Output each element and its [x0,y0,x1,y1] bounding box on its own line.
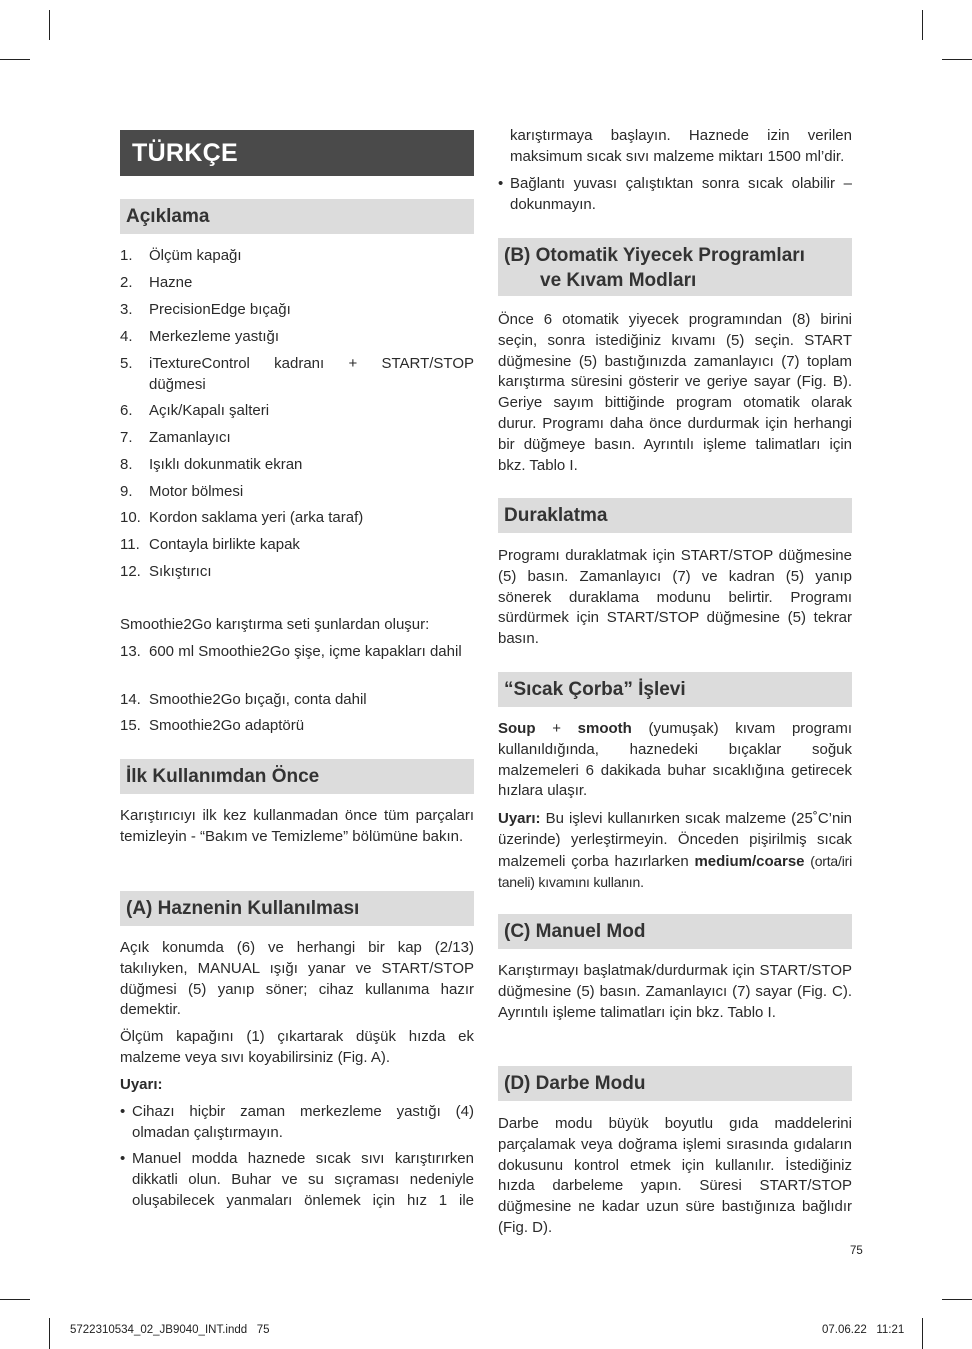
d-text: Darbe modu büyük boyutlu gıda maddelerini parçalamak veya doğrama işlemi sırasında gıdaların dokusunu kontrol etmek için kullanılır. İstediğiniz hızda darbeleme yapın. Süresi START/STOP düğmesine ne kadar uzun süre bastığınıza bağlıdır (Fig. D). [498,1115,852,1236]
section-title-corba: “Sıcak Çorba” İşlevi [498,672,852,707]
list-item-text: iTextureControl kadranı + START/STOP düğmesi [149,355,474,393]
list-item-number: 7. [120,429,133,446]
medium-coarse-term: medium/coarse [694,852,805,870]
list-item [120,562,474,583]
bullet-text: Bağlantı yuvası çalıştıktan sonra sıcak olabilir – dokunmayın. [510,175,852,213]
list-item-number: 15. [120,717,141,734]
list-item-number: 2. [120,274,133,291]
list-item-number: 6. [120,402,133,419]
list-item [120,428,474,449]
crop-mark [922,10,923,40]
list-item-number: 9. [120,483,133,500]
bullet-dot: • [120,1150,126,1167]
list-item [120,642,474,684]
list-item-text: Açık/Kapalı şalteri [149,402,270,419]
list-item-text: Merkezleme yastığı [149,328,280,345]
corba-paragraph-1 [498,719,852,802]
section-title-ilk: İlk Kullanımdan Önce [120,759,474,794]
crop-mark [0,59,30,60]
list-item-number: 4. [120,328,133,345]
crop-mark [922,1318,923,1349]
smooth-term: smooth [577,720,632,737]
bullet-text: Cihazı hiçbir zaman merkezleme yastığı (4) olmadan çalıştırmayın. [132,1103,474,1141]
list-item-number: 1. [120,247,133,264]
footer-file-info: 5722310534_02_JB9040_INT.indd 75 [70,1324,270,1336]
crop-mark [49,10,50,40]
section-title-aciklama: Açıklama [120,199,474,234]
a-bullet-2 [120,1149,474,1212]
list-item [120,455,474,476]
corba-warning-label: Uyarı: [498,810,541,827]
list-item-text: Zamanlayıcı [149,429,231,446]
footer-date: 07.06.22 11:21 [822,1324,905,1336]
section-title-duraklatma: Duraklatma [498,498,852,533]
list-item-text: Kordon saklama yeri (arka taraf) [149,509,364,526]
language-header: TÜRKÇE [120,130,474,176]
list-item-number: 5. [120,355,133,372]
list-item [120,401,474,422]
list-item-text: 600 ml Smoothie2Go şişe, içme kapakları dahil [149,643,462,660]
corba-p1-text: (yumuşak) kıvam programı kullanıldığında, haznedeki bıçaklar soğuk malzemeleri 6 dakikada buhar sıcaklığına getirecek hızlara ulaşır. [498,720,852,800]
soup-term: Soup [498,720,536,737]
list-item [120,716,474,737]
bullet-text: Manuel modda haznede sıcak sıvı karıştırırken dikkatli olun. Buhar ve su sıçraması nedeniyle oluşabilecek yanmaları önlemek için hız 1 ile [132,1150,474,1209]
section-title-b [498,238,852,296]
list-item-text: Smoothie2Go bıçağı, conta dahil [149,691,367,708]
a-paragraph-1: Açık konumda (6) ve herhangi bir kap (2/13) takılıyken, MANUAL ışığı yanar ve START/STOP düğmesi (5) yanıp söner; cihaz kullanıma hazır demektir. [120,939,474,1019]
crop-mark [942,1299,972,1300]
a-bullet-2-continued: karıştırmaya başlayın. Haznede izin verilen maksimum sıcak sıvı malzeme miktarı 1500 ml’dir. [510,127,852,165]
corba-p2-text: Bu işlevi kullanırken sıcak malzeme (25˚C’nin üzerinde) yerleştirmeyin. Önceden pişirilmiş sıcak malzemeli çorba hazırlarken [498,810,853,870]
list-item [120,246,474,267]
crop-mark [942,59,972,60]
list-item [120,482,474,503]
list-item-text: Smoothie2Go adaptörü [149,717,305,734]
list-item-text: Motor bölmesi [149,483,244,500]
list-item [120,508,474,529]
section-title-b-line2: ve Kıvam Modları [540,270,697,291]
bullet-dot: • [120,1103,126,1120]
list-item [120,273,474,294]
section-title-a: (A) Haznenin Kullanılması [120,891,474,926]
section-title-d: (D) Darbe Modu [498,1066,852,1101]
corba-p2-end: (orta/iri taneli) kıvamını kullanın. [498,852,852,891]
list-item [120,300,474,321]
list-item-number: 12. [120,563,141,580]
list-item-number: 14. [120,691,141,708]
duraklatma-text: Programı duraklatmak için START/STOP düğmesine (5) basın. Zamanlayıcı (7) ve kadran (5) yanıp sönerek duraklama modunu belirtir. Programı sürdürmek için START/STOP düğmesine (5) tekrar basın. [498,547,852,648]
list-item-number: 10. [120,509,141,526]
section-title-c: (C) Manuel Mod [498,914,852,949]
a-paragraph-2: Ölçüm kapağını (1) çıkartarak düşük hızda ek malzeme veya sıvı koyabilirsiniz (Fig. A). [120,1028,474,1066]
ilk-text: Karıştırıcıyı ilk kez kullanmadan önce tüm parçaları temizleyin - “Bakım ve Temizleme” bölümüne bakın. [120,807,474,845]
b-text: Önce 6 otomatik yiyecek programından (8) birini seçin, sonra istediğiniz kıvamı (5) seçin. START düğmesine (5) bastığınızda zamanlayıcı (7) toplam karıştırma süresini gösterir ve geriye sayar (Fig. B). Geriye sayım bittiğinde program otomatik olarak durur. Programı daha önce durdurmak için herhangi bir düğmeye basın. Ayrıntılı işleme talimatları için bkz. Tablo I. [498,311,852,474]
corba-paragraph-2 [498,809,852,894]
a-bullet-3 [498,174,852,216]
list-item-text: Hazne [149,274,193,291]
a-bullet-1 [120,1102,474,1144]
c-text: Karıştırmayı başlatmak/durdurmak için START/STOP düğmesine (5) basın. Zamanlayıcı (7) sayar (Fig. C). Ayrıntılı işleme talimatları için bkz. Tablo I. [498,962,852,1021]
list-item [120,535,474,556]
list-item-text: PrecisionEdge bıçağı [149,301,291,318]
list-item-number: 3. [120,301,133,318]
a-warning-label: Uyarı: [120,1076,163,1093]
bullet-dot: • [498,175,504,192]
list-item [120,690,474,711]
list-item-number: 11. [120,536,140,553]
list-item-text: Işıklı dokunmatik ekran [149,456,303,473]
plus-sign: + [552,720,561,737]
list-item-text: Sıkıştırıcı [149,563,212,580]
list-item-number: 8. [120,456,133,473]
list-item-text: Contayla birlikte kapak [149,536,300,553]
crop-mark [49,1318,50,1349]
section-title-b-line1: (B) Otomatik Yiyecek Programları [504,245,805,266]
list-item-number: 13. [120,643,141,660]
list-item [120,354,474,396]
page-number: 75 [850,1245,863,1257]
smoothie-intro: Smoothie2Go karıştırma seti şunlardan oluşur: [120,616,430,633]
list-item [120,327,474,348]
list-item-text: Ölçüm kapağı [149,247,242,264]
crop-mark [0,1299,30,1300]
